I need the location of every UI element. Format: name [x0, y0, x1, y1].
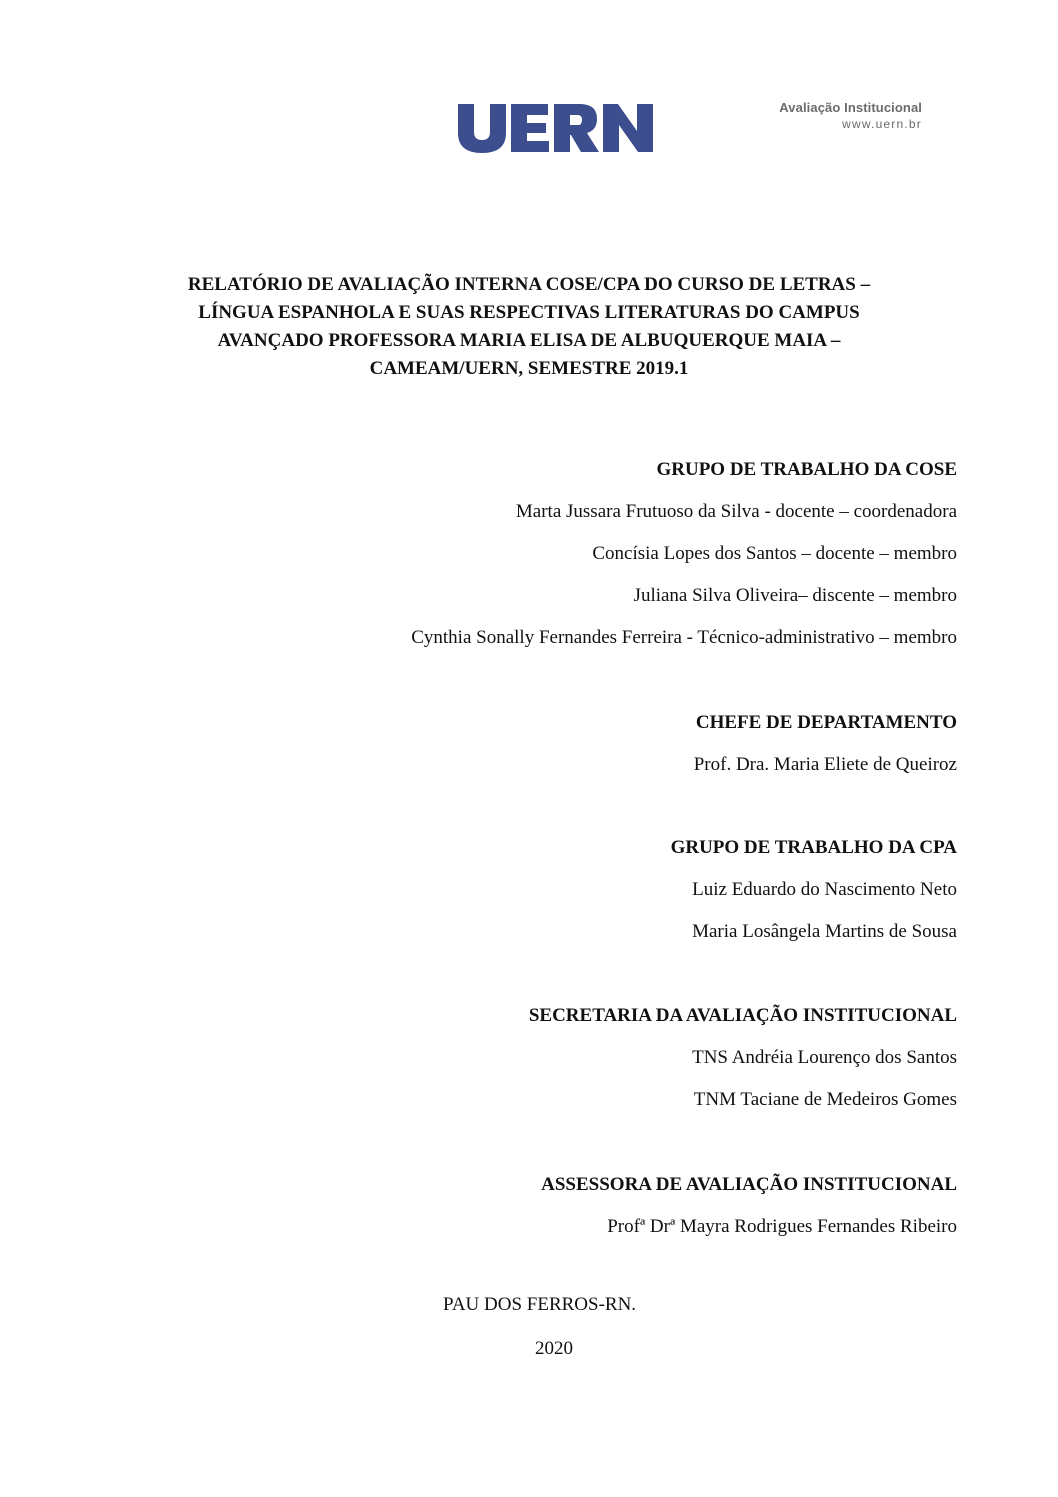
section-heading: ASSESSORA DE AVALIAÇÃO INSTITUCIONAL	[541, 1174, 957, 1195]
section-secretaria	[529, 995, 957, 1121]
member-line: TNM Taciane de Medeiros Gomes	[693, 1089, 957, 1110]
section-cose	[411, 449, 957, 659]
title-line: LÍNGUA ESPANHOLA E SUAS RESPECTIVAS LITERATURAS DO CAMPUS	[198, 302, 860, 323]
title-line: AVANÇADO PROFESSORA MARIA ELISA DE ALBUQUERQUE MAIA –	[217, 330, 841, 351]
member-line: Marta Jussara Frutuoso da Silva - docente – coordenadora	[515, 501, 957, 522]
section-cpa	[671, 827, 957, 953]
member-line: Luiz Eduardo do Nascimento Neto	[692, 879, 957, 900]
website-text: www.uern.br	[842, 117, 922, 131]
section-heading: CHEFE DE DEPARTAMENTO	[695, 712, 957, 733]
uern-logo-mark	[456, 102, 656, 154]
member-line: Profª Drª Mayra Rodrigues Fernandes Ribeiro	[607, 1216, 957, 1237]
footer-year: 2020	[535, 1338, 573, 1359]
member-line: Cynthia Sonally Fernandes Ferreira - Técnico-administrativo – membro	[411, 627, 957, 648]
report-title	[120, 271, 938, 383]
uern-logo	[456, 102, 656, 154]
title-line: CAMEAM/UERN, SEMESTRE 2019.1	[369, 358, 689, 379]
section-chefe	[694, 702, 957, 786]
title-line: RELATÓRIO DE AVALIAÇÃO INTERNA COSE/CPA DO CURSO DE LETRAS –	[187, 274, 871, 295]
member-line: TNS Andréia Lourenço dos Santos	[692, 1047, 957, 1068]
footer-city: PAU DOS FERROS-RN.	[443, 1294, 637, 1315]
section-heading: GRUPO DE TRABALHO DA COSE	[656, 459, 957, 480]
section-heading: GRUPO DE TRABALHO DA CPA	[670, 837, 957, 858]
member-line: Juliana Silva Oliveira– discente – membro	[633, 585, 957, 606]
section-assessora	[541, 1164, 957, 1248]
org-name: Avaliação Institucional	[779, 100, 922, 115]
section-heading: SECRETARIA DA AVALIAÇÃO INSTITUCIONAL	[528, 1005, 957, 1026]
institution-header	[779, 99, 922, 133]
member-line: Prof. Dra. Maria Eliete de Queiroz	[693, 754, 957, 775]
member-line: Maria Losângela Martins de Sousa	[692, 921, 957, 942]
member-line: Concísia Lopes dos Santos – docente – membro	[592, 543, 957, 564]
